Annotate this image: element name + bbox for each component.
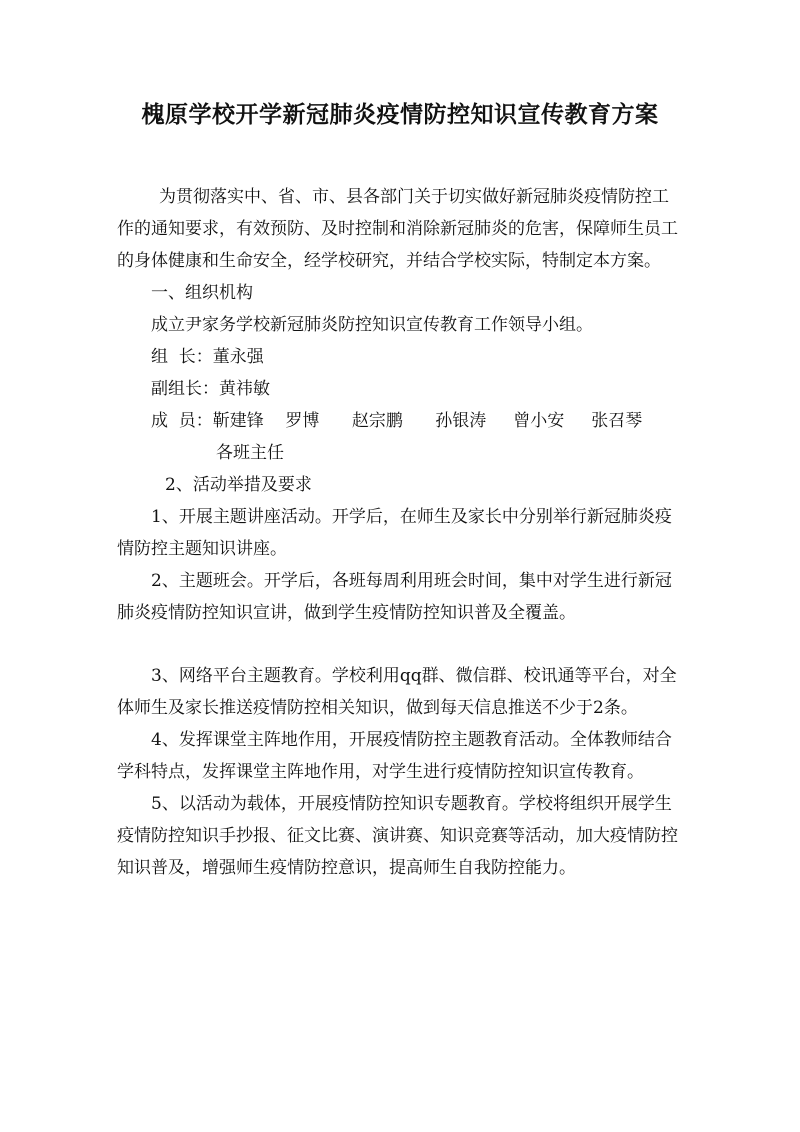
activity-item: 2、主题班会。开学后，各班每周利用班会时间，集中对学生进行新冠肺炎疫情防控知识宣讲，做到学生疫情防控知识普及全覆盖。 bbox=[117, 571, 672, 623]
activity-item: 4、发挥课堂主阵地作用，开展疫情防控主题教育活动。全体教师结合学科特点，发挥课堂主阵地作用，对学生进行疫情防控知识宣传教育。 bbox=[117, 730, 672, 782]
organization-description: 成立尹家务学校新冠肺炎防控知识宣传教育工作领导小组。 bbox=[151, 315, 593, 335]
document-title: 槐原学校开学新冠肺炎疫情防控知识宣传教育方案 bbox=[141, 101, 659, 128]
group-leader-line: 组 长：董永强 bbox=[151, 347, 264, 367]
deputy-leader-line: 副组长：黄祎敏 bbox=[151, 379, 270, 399]
activity-item: 3、网络平台主题教育。学校利用qq群、微信群、校讯通等平台，对全体师生及家长推送疫情防控相关知识，做到每天信息推送不少于2条。 bbox=[117, 666, 677, 718]
paragraph-gap bbox=[117, 629, 683, 660]
members-line: 成 员：靳建锋 罗博 赵宗鹏 孙银涛 曾小安 张召琴 bbox=[151, 411, 643, 431]
intro-paragraph: 为贯彻落实中、省、市、县各部门关于切实做好新冠肺炎疫情防控工作的通知要求，有效预防、及时控制和消除新冠肺炎的危害，保障师生员工的身体健康和生命安全，经学校研究，并结合学校实际，特制定本方案。 bbox=[117, 187, 678, 271]
document-body bbox=[117, 181, 683, 884]
activity-item: 1、开展主题讲座活动。开学后，在师生及家长中分别举行新冠肺炎疫情防控主题知识讲座。 bbox=[117, 507, 672, 559]
members-continuation: 各班主任 bbox=[216, 443, 284, 463]
section-heading-activities: 2、活动举措及要求 bbox=[165, 475, 312, 495]
activity-item: 5、以活动为载体，开展疫情防控知识专题教育。学校将组织开展学生疫情防控知识手抄报、征文比赛、演讲赛、知识竞赛等活动，加大疫情防控知识普及，增强师生疫情防控意识，提高师生自我防控能力。 bbox=[117, 794, 678, 878]
section-heading-organization: 一、组织机构 bbox=[151, 283, 253, 303]
